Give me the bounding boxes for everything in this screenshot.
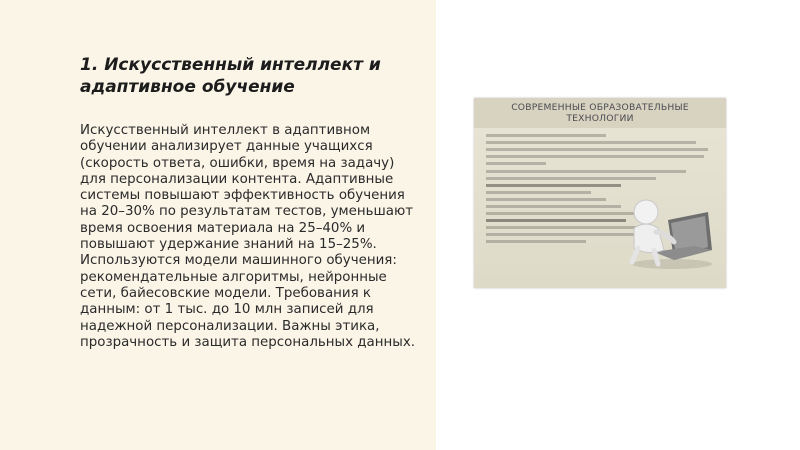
- person-laptop-illustration: [624, 190, 716, 270]
- body-paragraph: Искусственный интеллект в адаптивном обучении анализирует данные учащихся (скорость ответа, ошибки, время на задачу) для персонализации контента. Адаптивные системы повышают эффективность обучения на 20–30% по результатам тестов, уменьшают время освоения материала на 25–40% и повышают удержание знаний на 15–25%. Используются модели машинного обучения: рекомендательные алгоритмы, нейронные сети, байесовские модели. Требования к данным: от 1 тыс. до 10 млн записей для надежной персонализации. Важны этика, прозрачность и защита персональных данных.: [80, 123, 416, 350]
- section-title: 1. Искусственный интеллект и адаптивное обучение: [80, 55, 381, 97]
- slide-title-line-1: СОВРЕМЕННЫЕ ОБРАЗОВАТЕЛЬНЫЕ: [511, 102, 689, 113]
- slide-title: [474, 102, 726, 124]
- slide-title-line-2: ТЕХНОЛОГИИ: [566, 113, 634, 124]
- slide-thumbnail-image: [474, 98, 726, 288]
